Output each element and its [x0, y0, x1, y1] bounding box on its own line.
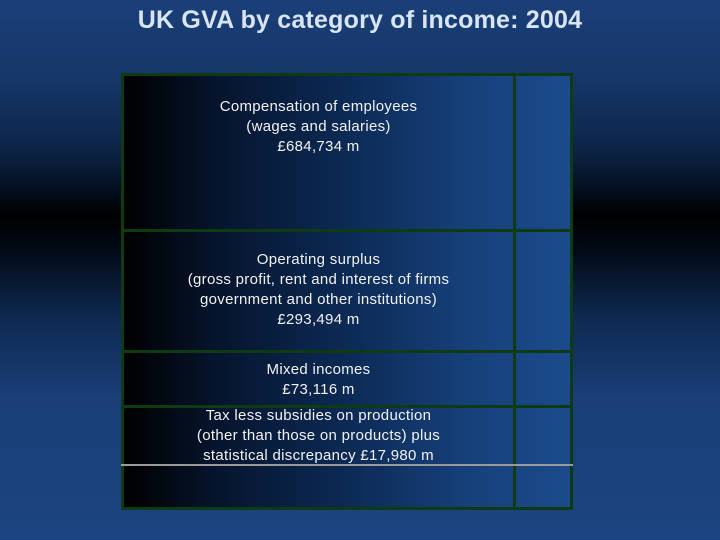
segment-operating-value: £293,494 m	[277, 311, 360, 328]
segment-compensation-of-employees	[124, 97, 513, 157]
segment-compensation-line-2: (wages and salaries)	[246, 118, 391, 135]
segment-operating-line-3: government and other institutions)	[200, 291, 437, 308]
chart-title: UK GVA by category of income: 2004	[137, 6, 583, 34]
segment-divider-1	[121, 229, 573, 232]
segment-tax-line-2: (other than those on products) plus	[196, 427, 441, 444]
segment-mixed-value: £73,116 m	[282, 381, 355, 398]
segment-tax-less-subsidies	[124, 406, 513, 466]
segment-operating-line-2: (gross profit, rent and interest of firms	[187, 271, 450, 288]
segment-divider-2	[121, 350, 573, 353]
segment-compensation-line-1: Compensation of employees	[219, 98, 418, 115]
segment-tax-line-1: Tax less subsidies on production	[205, 407, 432, 424]
segment-mixed-line-1: Mixed incomes	[266, 361, 371, 378]
segment-operating-surplus	[124, 250, 513, 330]
segment-compensation-value: £684,734 m	[277, 138, 360, 155]
segment-operating-line-1: Operating surplus	[256, 251, 381, 268]
segment-mixed-incomes	[124, 360, 513, 400]
segment-tax-value: statistical discrepancy £17,980 m	[203, 447, 434, 464]
panel-right-divider	[513, 73, 516, 510]
